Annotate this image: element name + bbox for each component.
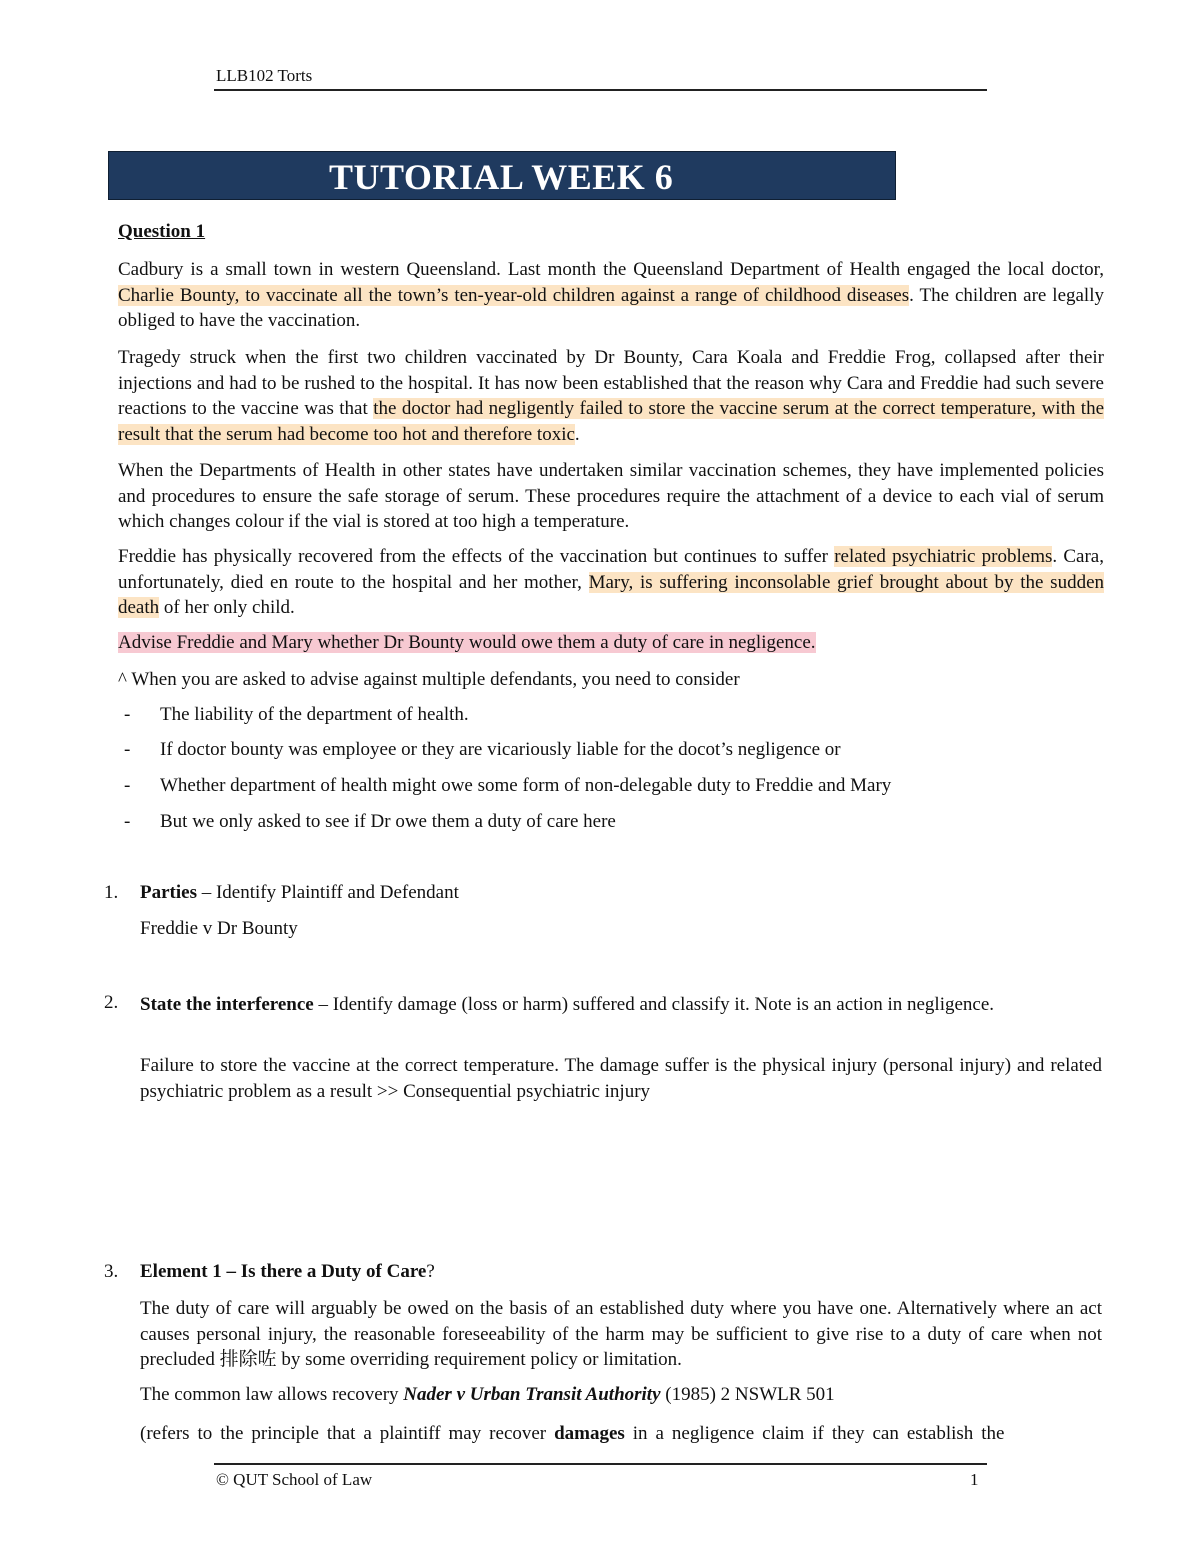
bullet-item: Whether department of health might owe some form of non-delegable duty to Freddie and Mary <box>160 775 892 796</box>
ref-text-a: (refers to the principle that a plaintiff may recover <box>140 1423 555 1444</box>
p4-highlight-2: Mary, is suffering inconsolable grief brought about by the sudden death <box>118 571 1105 618</box>
step-3-bold: Element 1 – Is there a Duty of Care <box>140 1261 427 1282</box>
p4-highlight-1: related psychiatric problems <box>834 546 1053 567</box>
case-name: Nader v Urban Transit Authority <box>403 1384 661 1405</box>
law-text-b: (1985) 2 NSWLR 501 <box>660 1384 835 1405</box>
bullet-item: The liability of the department of health. <box>160 704 469 725</box>
bullet-item: If doctor bounty was employee or they are vicariously liable for the docot’s negligence or <box>160 739 841 760</box>
step-1-bold: Parties <box>140 882 197 903</box>
p1-text-b: . The children are legally obliged to have the vaccination. <box>118 284 1104 331</box>
p2-highlight: the doctor had negligently failed to store the vaccine serum at the correct temperature, with the result that the serum had become too hot and therefore toxic <box>118 398 1104 445</box>
p1-highlight: Charlie Bounty, to vaccinate all the town’s ten-year-old children against a range of childhood diseases <box>118 284 910 306</box>
header-rule <box>214 89 987 91</box>
question-heading: Question 1 <box>118 221 206 242</box>
question-paragraph-2 <box>118 345 1104 447</box>
step-2-heading <box>140 992 1102 1018</box>
question-paragraph-4 <box>118 544 1104 621</box>
question-paragraph-3: When the Departments of Health in other states have undertaken similar vaccination schemes, they have implemented policies and procedures to ensure the safe storage of serum. These procedures require the attachment of a device to each vial of serum which changes colour if the vial is stored at too high a temperature. <box>118 460 1104 532</box>
step-3-number: 3. <box>104 1261 119 1282</box>
bullet-dash: - <box>124 704 131 725</box>
step-1-heading <box>140 882 459 904</box>
bullet-dash: - <box>124 775 131 796</box>
p2-text-a: Tragedy struck when the first two children vaccinated by Dr Bounty, Cara Koala and Freddie Frog, collapsed after their injections and had to be rushed to the hospital. It has now been established that the reason why Cara and Freddie had such severe reactions to the vaccine was that <box>118 347 1104 419</box>
advise-question <box>118 632 816 654</box>
law-text-a: The common law allows recovery <box>140 1384 404 1405</box>
footer-copyright: © QUT School of Law <box>216 1470 373 1489</box>
step-3-reference <box>140 1421 1102 1447</box>
ref-text-b: in a negligence claim if they can establish the <box>624 1423 1005 1444</box>
p2-text-b: . <box>574 423 580 445</box>
step-1-number: 1. <box>104 882 119 903</box>
note-intro: ^ When you are asked to advise against multiple defendants, you need to consider <box>118 669 740 690</box>
footer-rule <box>214 1463 987 1465</box>
question-paragraph-1 <box>118 257 1104 334</box>
ref-bold: damages <box>554 1423 625 1444</box>
p4-text-b: . Cara, unfortunately, died en route to the hospital and her mother, <box>118 546 1104 593</box>
title-banner <box>108 151 896 200</box>
step-3-answer: The duty of care will arguably be owed on the basis of an established duty where you have one. Alternatively where an act causes personal injury, the reasonable foreseeability of the harm may be sufficient to give rise to a duty of care when not precluded 排除咗 by some overriding requirement policy or limitation. <box>140 1298 1102 1370</box>
bullet-dash: - <box>124 739 131 760</box>
step-1-answer: Freddie v Dr Bounty <box>140 918 298 939</box>
page-number: 1 <box>970 1470 979 1489</box>
bullet-item: But we only asked to see if Dr owe them a duty of care here <box>160 811 616 832</box>
bullet-dash: - <box>124 811 131 832</box>
step-3-heading <box>140 1261 435 1283</box>
step-2-rest: – Identify damage (loss or harm) suffered and classify it. Note is an action in negligence. <box>313 994 995 1015</box>
p1-text-a: Cadbury is a small town in western Queensland. Last month the Queensland Department of Health engaged the local doctor, <box>118 259 1104 280</box>
step-2-number: 2. <box>104 992 119 1013</box>
p4-text-a: Freddie has physically recovered from the effects of the vaccination but continues to suffer <box>118 546 835 567</box>
header-course: LLB102 Torts <box>216 66 313 85</box>
step-2-answer: Failure to store the vaccine at the correct temperature. The damage suffer is the physical injury (personal injury) and related psychiatric problem as a result >> Consequential psychiatric injury <box>140 1055 1102 1102</box>
page-title: TUTORIAL WEEK 6 <box>329 157 674 197</box>
step-2-bold: State the interference <box>140 994 314 1015</box>
step-3-law <box>140 1384 835 1406</box>
step-1-rest: – Identify Plaintiff and Defendant <box>196 882 459 903</box>
step-3-rest: ? <box>426 1261 435 1282</box>
advise-highlight: Advise Freddie and Mary whether Dr Bounty would owe them a duty of care in negligence. <box>118 632 816 653</box>
p4-text-c: of her only child. <box>159 597 295 618</box>
